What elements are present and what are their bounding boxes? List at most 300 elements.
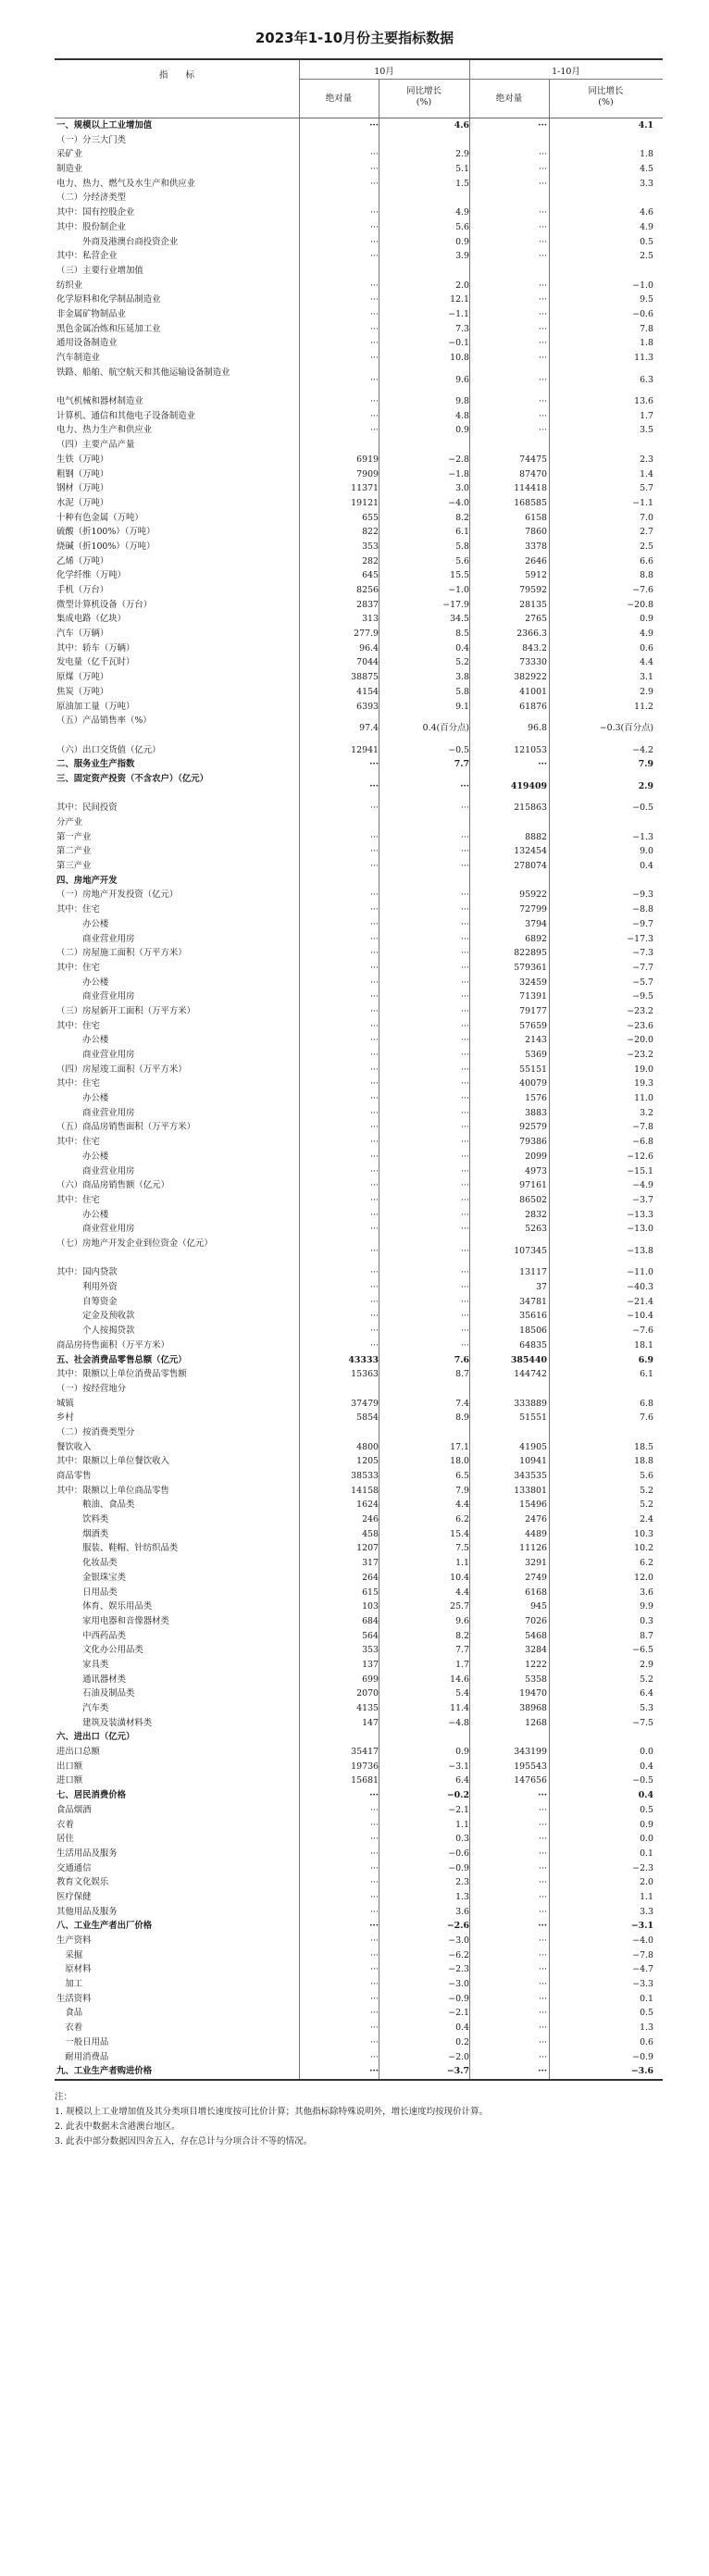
table-row — [55, 496, 663, 511]
month-growth: 0.4 — [455, 2022, 469, 2034]
row-label: 日用品类 — [56, 1587, 118, 1598]
table-row — [55, 336, 663, 351]
table-row — [55, 1498, 663, 1512]
ytd-growth: 3.1 — [640, 672, 653, 683]
row-label: 汽车类 — [56, 1703, 109, 1713]
ytd-growth: 0.6 — [640, 642, 653, 653]
row-label: 发电量（亿千瓦时） — [56, 657, 135, 668]
ytd-absolute: 215863 — [514, 803, 547, 814]
month-absolute: ··· — [370, 933, 379, 944]
ytd-growth: 2.0 — [640, 1877, 653, 1888]
row-label: 个人按揭贷款 — [56, 1325, 135, 1337]
table-row — [55, 1353, 663, 1368]
row-label: 餐饮收入 — [56, 1441, 92, 1452]
row-label: 加工 — [56, 1979, 83, 1990]
month-growth: −2.1 — [448, 2008, 469, 2019]
row-label: 进出口总额 — [56, 1747, 100, 1758]
row-label: 其中：民间投资 — [56, 803, 118, 814]
month-growth: 1.5 — [455, 178, 469, 189]
ytd-growth: 6.2 — [640, 1558, 653, 1569]
ytd-absolute: ··· — [539, 1993, 547, 2004]
row-label: 原油加工量（万吨） — [56, 701, 135, 712]
table-row — [55, 1135, 663, 1150]
ytd-growth: 18.5 — [634, 1441, 653, 1452]
month-absolute: ··· — [369, 1921, 379, 1932]
table-row — [55, 714, 663, 742]
table-row — [55, 307, 663, 322]
row-label: 办公楼 — [56, 977, 109, 988]
month-growth: 4.8 — [455, 410, 469, 421]
ytd-absolute: 51551 — [519, 1412, 547, 1424]
ytd-growth: 5.2 — [640, 1674, 653, 1685]
row-label: 交通通信 — [56, 1862, 92, 1873]
row-label: 计算机、通信和其他电子设备制造业 — [56, 410, 196, 421]
row-label: 焦炭（万吨） — [56, 686, 109, 697]
month-absolute: 4800 — [356, 1441, 379, 1452]
month-absolute: ··· — [370, 1949, 379, 1960]
ytd-growth: −11.0 — [627, 1267, 653, 1278]
month-growth: −2.3 — [448, 1964, 469, 1975]
row-label: 家具类 — [56, 1659, 109, 1670]
month-growth: ··· — [460, 780, 469, 791]
ytd-absolute: 2099 — [525, 1151, 547, 1162]
table-row — [55, 1106, 663, 1121]
row-label: 其中：私营企业 — [56, 251, 118, 262]
row-label: （一）房地产开发投资（亿元） — [56, 890, 179, 901]
month-growth: 8.2 — [455, 1630, 469, 1641]
month-growth: −3.0 — [448, 1979, 469, 1990]
month-growth: 0.3 — [455, 1834, 469, 1845]
month-growth: ··· — [461, 1064, 469, 1075]
month-absolute: ··· — [370, 1050, 379, 1061]
ytd-absolute: 41001 — [519, 686, 547, 697]
ytd-growth: 9.0 — [640, 846, 653, 857]
month-growth: −1.0 — [448, 585, 469, 596]
month-growth: 5.2 — [455, 657, 469, 668]
month-growth: ··· — [461, 861, 469, 872]
table-row — [55, 612, 663, 627]
ytd-growth: −0.5 — [632, 803, 653, 814]
indicator-header: 指 标 — [158, 70, 194, 81]
row-label: 原煤（万吨） — [56, 672, 109, 683]
ytd-absolute: ··· — [539, 280, 547, 291]
ytd-growth: 2.9 — [638, 780, 653, 791]
ytd-growth: 13.6 — [634, 396, 653, 407]
row-label: 其他用品及服务 — [56, 1906, 118, 1917]
ytd-growth: −0.3(百分点) — [599, 723, 653, 734]
table-row — [55, 264, 663, 279]
table-row — [55, 1063, 663, 1077]
table-row — [55, 1397, 663, 1412]
ytd-absolute: ··· — [539, 1804, 547, 1815]
month-absolute: ··· — [370, 1311, 379, 1322]
month-absolute: 264 — [362, 1572, 379, 1583]
table-row — [55, 1120, 663, 1135]
row-label: 食品烟酒 — [56, 1804, 92, 1815]
row-label: 硫酸（折100%）（万吨） — [56, 527, 155, 538]
ytd-growth: 11.2 — [634, 701, 653, 712]
row-label: 第二产业 — [56, 846, 92, 857]
ytd-growth: 5.7 — [640, 483, 653, 494]
growth-unit-2: (%) — [598, 97, 614, 107]
month-growth: ··· — [461, 1209, 469, 1220]
ytd-growth: 0.0 — [640, 1834, 653, 1845]
month-absolute: ··· — [369, 2066, 379, 2077]
ytd-growth: 4.9 — [640, 221, 653, 232]
row-label: 其中：住宅 — [56, 962, 100, 973]
table-row — [55, 1454, 663, 1469]
ytd-growth: −13.3 — [627, 1209, 653, 1220]
row-label: 办公楼 — [56, 1035, 109, 1046]
ytd-absolute: 822895 — [514, 948, 547, 959]
ytd-growth: −3.1 — [630, 1921, 653, 1932]
month-growth: 0.9 — [455, 425, 469, 436]
ytd-growth: 0.4 — [640, 861, 653, 872]
row-label: 汽车制造业 — [56, 353, 100, 363]
month-absolute: ··· — [370, 918, 379, 929]
row-label: 生活资料 — [56, 1993, 92, 2004]
table-row — [55, 1745, 663, 1760]
table-row — [55, 1818, 663, 1833]
month-growth: ··· — [461, 846, 469, 857]
ytd-absolute: 419409 — [510, 780, 547, 791]
table-row — [55, 815, 663, 830]
table-row — [55, 1309, 663, 1324]
ytd-absolute: ··· — [539, 374, 547, 385]
month-growth: ··· — [461, 1050, 469, 1061]
month-absolute: ··· — [370, 1877, 379, 1888]
table-row — [55, 1367, 663, 1382]
month-growth: 2.9 — [455, 149, 469, 160]
table-row — [55, 961, 663, 976]
month-growth: ··· — [461, 1194, 469, 1205]
row-label: 生铁（万吨） — [56, 454, 109, 465]
ytd-absolute: ··· — [539, 1964, 547, 1975]
ytd-growth: 4.6 — [640, 207, 653, 218]
month-absolute: ··· — [370, 2051, 379, 2062]
row-label: 粮油、食品类 — [56, 1500, 135, 1511]
ytd-growth: −5.7 — [632, 977, 653, 988]
growth-header-2: 同比增长 — [588, 86, 624, 96]
month-growth: 0.4 — [455, 642, 469, 653]
row-label: 生活用品及服务 — [56, 1848, 118, 1859]
ytd-absolute: 2765 — [525, 614, 547, 625]
ytd-absolute: ··· — [539, 2008, 547, 2019]
month-growth: 5.6 — [455, 221, 469, 232]
ytd-absolute: 114418 — [514, 483, 547, 494]
month-absolute: ··· — [370, 1137, 379, 1148]
month-absolute: 97.4 — [359, 723, 379, 734]
ytd-growth: −9.3 — [632, 890, 653, 901]
ytd-growth: 0.1 — [640, 1848, 653, 1859]
footnote-line: 注： — [55, 2092, 73, 2102]
table-row — [55, 989, 663, 1004]
table-row — [55, 1905, 663, 1920]
month-absolute: 7909 — [356, 468, 379, 479]
row-label: 四、房地产开发 — [56, 875, 118, 886]
month-absolute: 15363 — [351, 1369, 379, 1380]
month-absolute: 458 — [362, 1528, 379, 1539]
month-absolute: ··· — [370, 294, 379, 305]
ytd-absolute: 343199 — [514, 1747, 547, 1758]
row-label: 食品 — [56, 2008, 83, 2019]
table-row — [55, 1164, 663, 1179]
month-absolute: 35417 — [351, 1747, 379, 1758]
ytd-growth: 6.1 — [640, 1369, 653, 1380]
month-absolute: ··· — [370, 1862, 379, 1873]
month-growth: 17.1 — [450, 1441, 469, 1452]
ytd-absolute: ··· — [539, 323, 547, 334]
ytd-growth: −1.1 — [632, 497, 653, 508]
ytd-absolute: ··· — [539, 308, 547, 319]
month-absolute: 1624 — [356, 1500, 379, 1511]
table-row — [55, 147, 663, 162]
ytd-absolute: ··· — [539, 1906, 547, 1917]
row-label: 自筹资金 — [56, 1296, 118, 1307]
ytd-absolute: 6168 — [525, 1587, 547, 1598]
ytd-absolute: 71391 — [519, 991, 547, 1002]
ytd-absolute: ··· — [538, 1790, 547, 1801]
ytd-absolute: 5263 — [525, 1224, 547, 1235]
table-row — [55, 1701, 663, 1716]
ytd-growth: −40.3 — [627, 1282, 653, 1293]
row-label: 办公楼 — [56, 918, 109, 929]
month-absolute: 615 — [362, 1587, 379, 1598]
month-growth: −3.0 — [448, 1935, 469, 1946]
table-row — [55, 394, 663, 409]
month-growth: ··· — [461, 1180, 469, 1191]
month-absolute: ··· — [369, 780, 379, 791]
ytd-absolute: 2646 — [525, 555, 547, 566]
table-row — [55, 1178, 663, 1193]
ytd-absolute: 132454 — [514, 846, 547, 857]
ytd-growth: −6.8 — [632, 1137, 653, 1148]
row-label: 石油及制品类 — [56, 1688, 135, 1699]
ytd-growth: 5.2 — [640, 1485, 653, 1496]
month-absolute: ··· — [370, 890, 379, 901]
footnote-line: 3. 此表中部分数据因四舍五入，存在总计与分项合计不等的情况。 — [55, 2136, 313, 2147]
ytd-growth: 0.5 — [640, 236, 653, 247]
table-row — [55, 1614, 663, 1629]
month-absolute: 353 — [362, 541, 379, 552]
month-absolute: ··· — [370, 1891, 379, 1902]
ytd-absolute: 57659 — [519, 1020, 547, 1031]
table-row — [55, 525, 663, 540]
table-row — [55, 670, 663, 685]
row-label: 饮料类 — [56, 1514, 109, 1525]
ytd-growth: −9.5 — [632, 991, 653, 1002]
ytd-absolute: 107345 — [514, 1245, 547, 1256]
month-absolute: ··· — [370, 178, 379, 189]
row-label: （二）分经济类型 — [56, 193, 127, 204]
month-growth: ··· — [461, 1282, 469, 1293]
month-absolute: 822 — [362, 527, 379, 538]
ytd-growth: 0.0 — [640, 1747, 653, 1758]
ytd-absolute: 5369 — [525, 1050, 547, 1061]
month-growth: 3.6 — [455, 1906, 469, 1917]
ytd-absolute: 72799 — [519, 904, 547, 915]
ytd-growth: −8.8 — [632, 904, 653, 915]
month-absolute: ··· — [370, 1819, 379, 1830]
table-row — [55, 366, 663, 394]
month-growth: 12.1 — [450, 294, 469, 305]
month-absolute: 5854 — [356, 1412, 379, 1424]
ytd-absolute: 6158 — [525, 512, 547, 523]
table-row — [55, 423, 663, 438]
ytd-absolute: 18506 — [519, 1325, 547, 1337]
month-growth: −2.8 — [448, 454, 469, 465]
ytd-growth: 10.2 — [634, 1543, 653, 1554]
ytd-absolute: 1576 — [525, 1093, 547, 1104]
ytd-growth: 0.9 — [640, 614, 653, 625]
month-growth: −4.0 — [448, 497, 469, 508]
row-label: 原材料 — [56, 1964, 92, 1975]
ytd-growth: 6.9 — [638, 1354, 653, 1365]
ytd-absolute: 4973 — [525, 1165, 547, 1176]
row-label: 商业营业用房 — [56, 933, 135, 944]
ytd-absolute: 5468 — [525, 1630, 547, 1641]
row-label: 进口额 — [56, 1775, 83, 1786]
table-row — [55, 1237, 663, 1265]
table-row — [55, 1847, 663, 1861]
ytd-absolute: 945 — [530, 1601, 547, 1612]
table-row — [55, 1673, 663, 1687]
table-row — [55, 844, 663, 859]
ytd-growth: −21.4 — [627, 1296, 653, 1307]
month-growth: 6.4 — [455, 1775, 469, 1786]
row-label: 化妆品类 — [56, 1558, 118, 1569]
ytd-growth: 3.5 — [640, 425, 653, 436]
ytd-growth: 0.6 — [640, 2036, 653, 2047]
table-row — [55, 917, 663, 932]
ytd-growth: −0.5 — [632, 1775, 653, 1786]
table-row — [55, 1934, 663, 1948]
month-growth: 9.1 — [455, 701, 469, 712]
ytd-growth: −4.2 — [632, 744, 653, 755]
month-growth: 14.6 — [450, 1674, 469, 1685]
ytd-growth: −20.8 — [627, 599, 653, 610]
table-row — [55, 1033, 663, 1048]
ytd-growth: −7.6 — [632, 1325, 653, 1337]
table-row — [55, 583, 663, 598]
table-row — [55, 976, 663, 990]
month-growth: 15.4 — [450, 1528, 469, 1539]
table-row — [55, 1512, 663, 1527]
table-row — [55, 205, 663, 220]
month-growth: 2.3 — [455, 1877, 469, 1888]
table-row — [55, 1019, 663, 1034]
growth-unit-1: (%) — [416, 97, 432, 107]
ytd-absolute: 5912 — [525, 570, 547, 581]
table-row — [55, 249, 663, 264]
ytd-growth: 2.5 — [640, 541, 653, 552]
month-absolute: ··· — [370, 1834, 379, 1845]
month-absolute: ··· — [370, 831, 379, 842]
month-growth: ··· — [461, 1093, 469, 1104]
table-row — [55, 1658, 663, 1673]
ytd-absolute: 61876 — [519, 701, 547, 712]
ytd-absolute: 79592 — [519, 585, 547, 596]
month-absolute: ··· — [370, 1935, 379, 1946]
month-growth: 9.6 — [455, 1615, 469, 1626]
row-label: 烧碱（折100%）（万吨） — [56, 541, 155, 552]
ytd-growth: 5.6 — [640, 1471, 653, 1481]
month-absolute: 7044 — [356, 657, 379, 668]
table-row — [55, 133, 663, 148]
row-label: 七、居民消费价格 — [56, 1790, 127, 1801]
ytd-growth: 1.8 — [640, 338, 653, 349]
ytd-absolute: ··· — [539, 1891, 547, 1902]
ytd-absolute: 1222 — [525, 1659, 547, 1670]
month-growth: ··· — [461, 1020, 469, 1031]
table-row — [55, 1541, 663, 1556]
ytd-absolute: 6892 — [525, 933, 547, 944]
row-label: 微型计算机设备（万台） — [56, 599, 153, 610]
month-absolute: ··· — [370, 323, 379, 334]
month-growth: −0.9 — [448, 1862, 469, 1873]
ytd-growth: −9.7 — [632, 918, 653, 929]
month-growth: 0.4(百分点) — [422, 723, 469, 734]
growth-header-1: 同比增长 — [405, 86, 442, 96]
month-growth: ··· — [461, 1035, 469, 1046]
month-absolute: ··· — [370, 1151, 379, 1162]
table-row — [55, 1788, 663, 1803]
period2-header: 1-10月 — [552, 67, 580, 77]
ytd-absolute: 2832 — [525, 1209, 547, 1220]
month-absolute: 14158 — [351, 1485, 379, 1496]
ytd-growth: 11.3 — [634, 353, 653, 363]
month-growth: 7.6 — [454, 1354, 469, 1365]
row-label: 衣着 — [56, 1819, 74, 1830]
row-label: 商品房待售面积（万平方米） — [56, 1339, 169, 1350]
month-absolute: 564 — [362, 1630, 379, 1641]
month-growth: −6.2 — [448, 1949, 469, 1960]
month-absolute: ··· — [370, 425, 379, 436]
table-row — [55, 351, 663, 366]
table-row — [55, 2035, 663, 2050]
month-absolute: 2837 — [356, 599, 379, 610]
month-growth: −0.5 — [448, 744, 469, 755]
ytd-absolute: 35616 — [519, 1311, 547, 1322]
month-absolute: ··· — [370, 410, 379, 421]
ytd-absolute: 87470 — [519, 468, 547, 479]
table-row — [55, 1803, 663, 1818]
month-absolute: 37479 — [351, 1398, 379, 1409]
ytd-absolute: ··· — [539, 221, 547, 232]
table-row — [55, 1977, 663, 1992]
month-absolute: 317 — [362, 1558, 379, 1569]
table-row — [55, 859, 663, 874]
ytd-absolute: ··· — [539, 1877, 547, 1888]
month-growth: 25.7 — [450, 1601, 469, 1612]
month-growth: 1.7 — [455, 1659, 469, 1670]
month-growth: 5.8 — [455, 541, 469, 552]
month-growth: 1.1 — [455, 1558, 469, 1569]
row-label: 铁路、船舶、航空航天和其他运输设备制造业 — [56, 367, 230, 378]
month-absolute: ··· — [370, 991, 379, 1002]
row-label: （二）按消费类型分 — [56, 1426, 135, 1437]
month-absolute: ··· — [370, 977, 379, 988]
row-label: 居住 — [56, 1834, 74, 1845]
row-label: 建筑及装潢材料类 — [56, 1717, 153, 1728]
ytd-growth: −1.0 — [632, 280, 653, 291]
ytd-growth: 2.4 — [640, 1514, 653, 1525]
row-label: 其中：住宅 — [56, 1137, 100, 1148]
ytd-growth: −3.7 — [632, 1194, 653, 1205]
month-absolute: ··· — [370, 846, 379, 857]
month-absolute: 1205 — [356, 1456, 379, 1467]
ytd-growth: −13.0 — [627, 1224, 653, 1235]
